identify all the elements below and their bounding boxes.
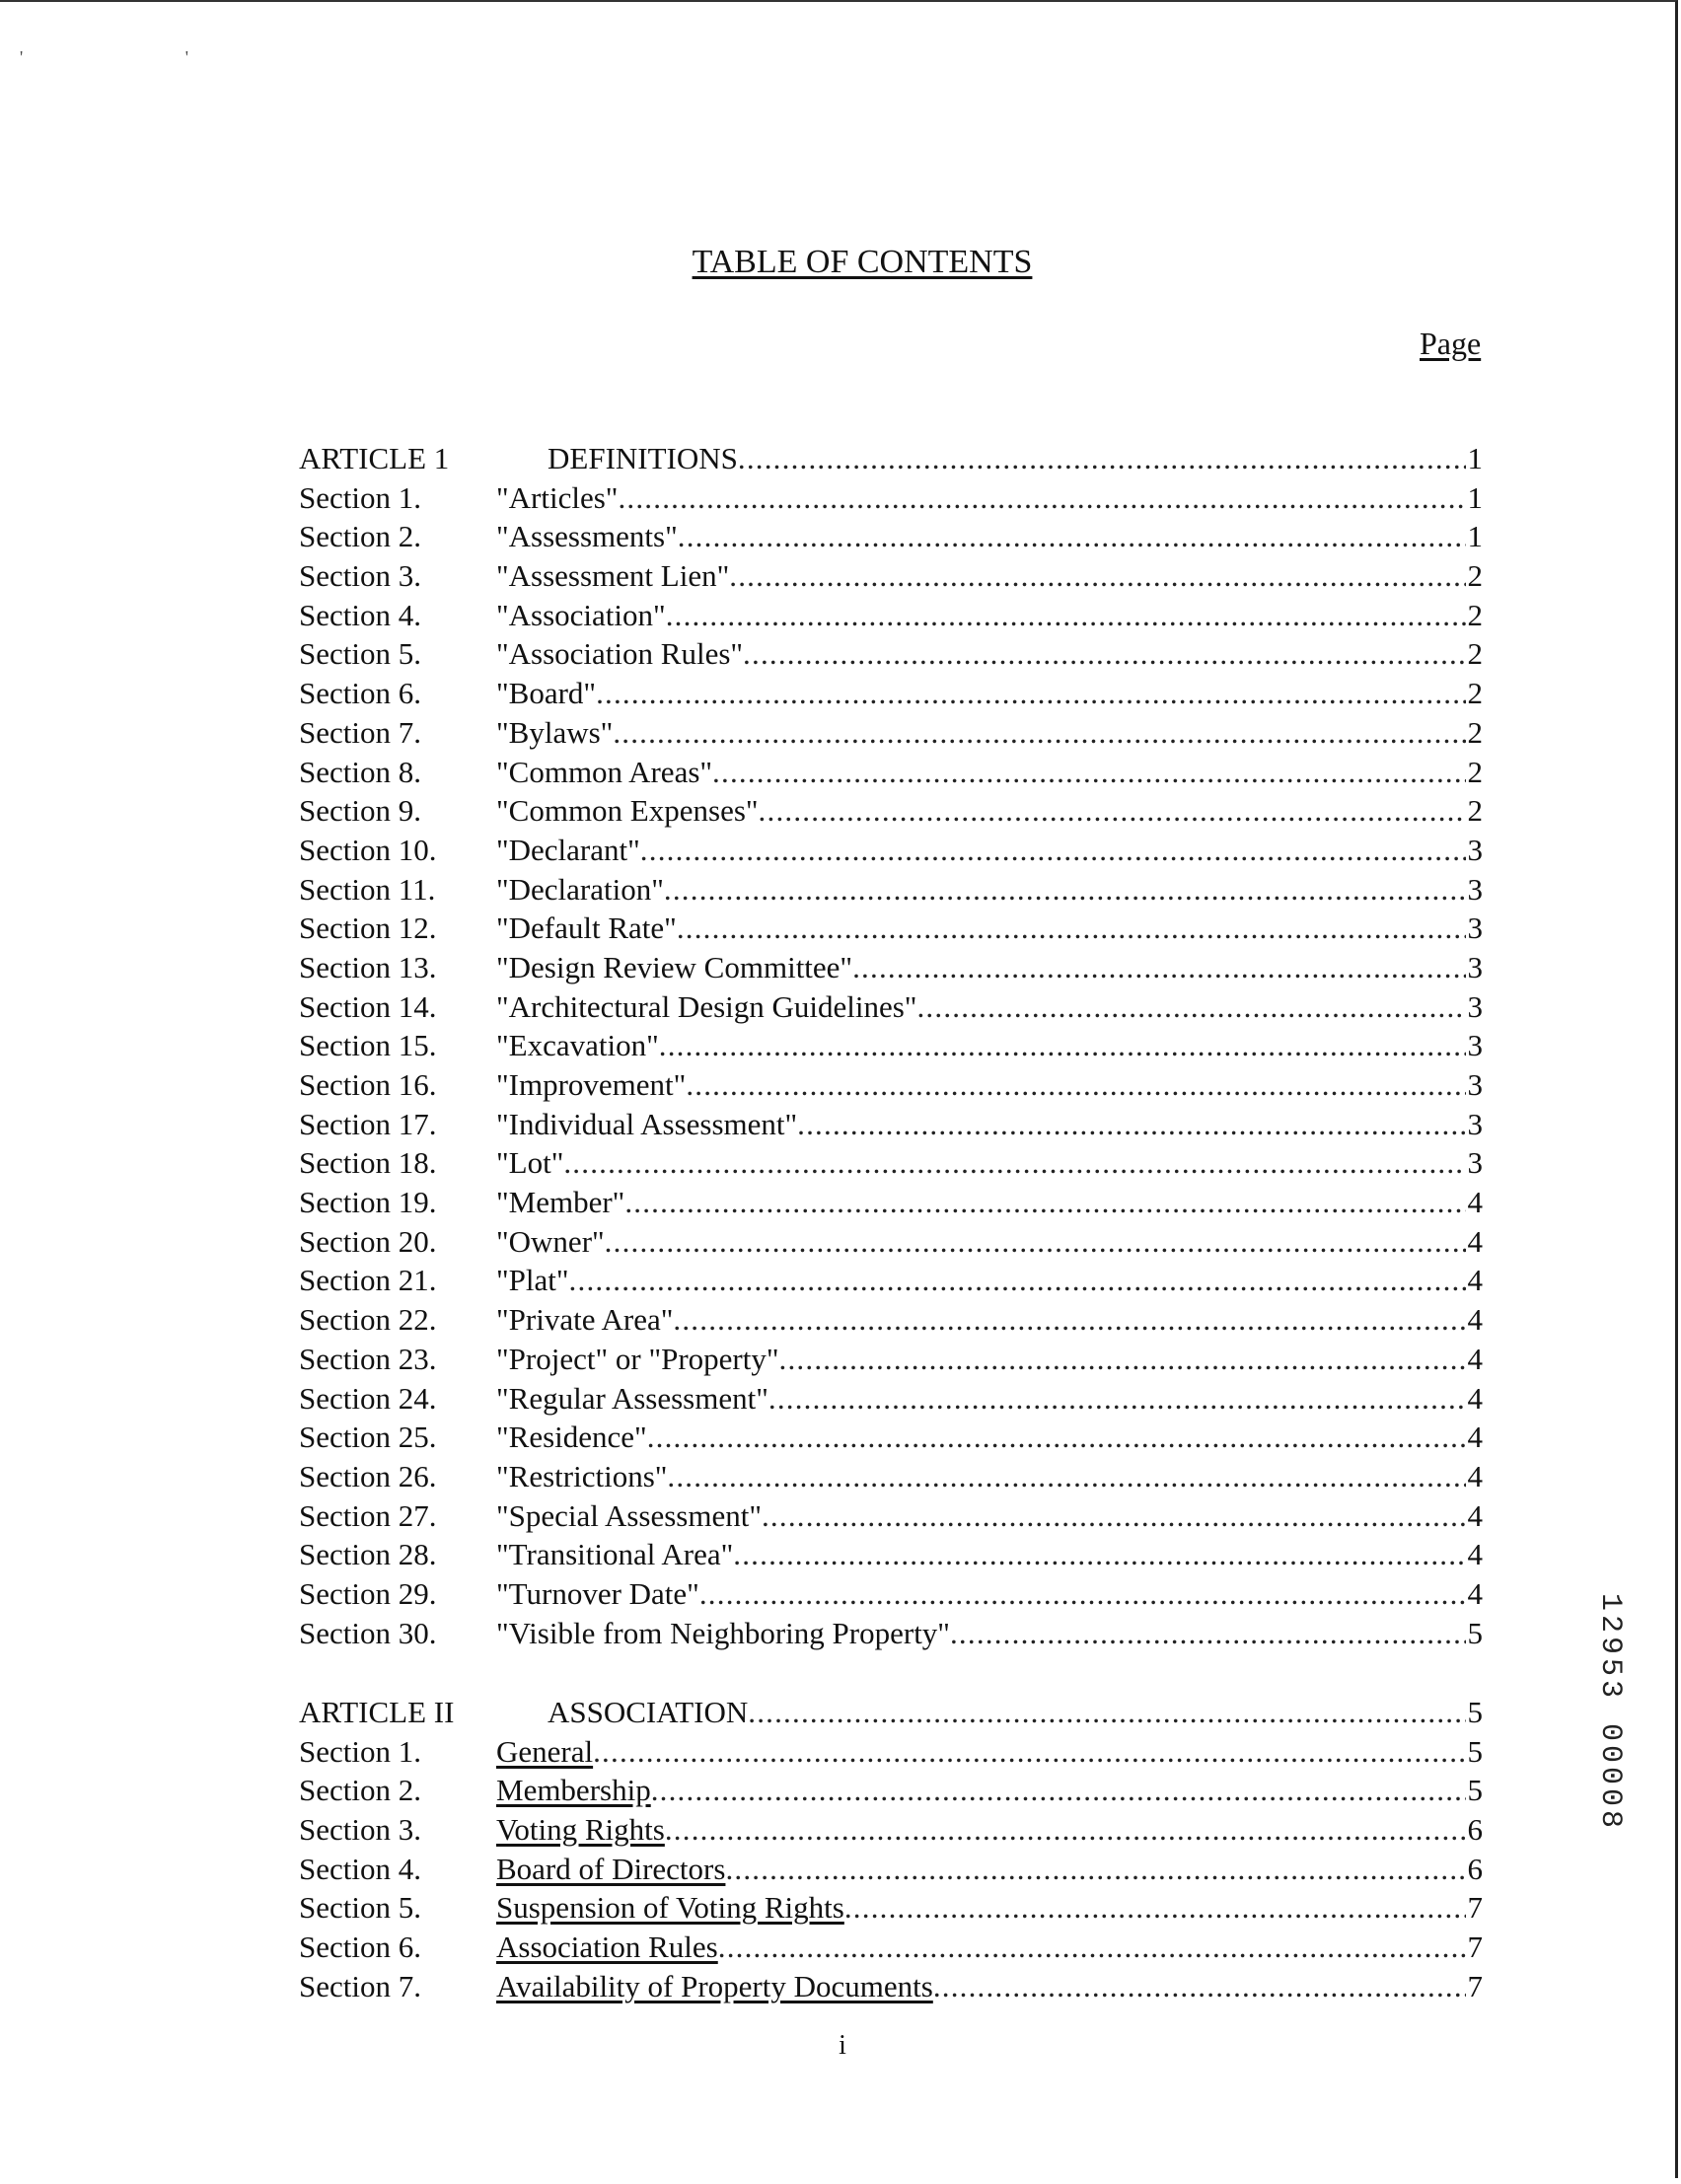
page-number: 1 (1467, 479, 1483, 515)
page-number: 5 (1467, 1733, 1483, 1769)
toc-section-row[interactable] (299, 833, 1483, 872)
section-title: "Project" or "Property" (496, 1341, 779, 1376)
article-label: ARTICLE 1 (299, 441, 450, 475)
section-label: Section 9. (299, 793, 421, 829)
section-label: Section 1. (299, 1733, 421, 1769)
section-label: Section 11. (299, 871, 436, 907)
section-label: Section 25. (299, 1420, 437, 1455)
page-number: 3 (1467, 871, 1483, 907)
page-number: 4 (1467, 1380, 1483, 1416)
toc-section-row[interactable] (299, 598, 1483, 637)
section-label: Section 5. (299, 1890, 421, 1926)
section-label: Section 24. (299, 1380, 437, 1416)
section-title: "Assessment Lien" (496, 558, 730, 594)
page-number: 4 (1467, 1341, 1483, 1376)
section-title: "Special Assessment" (496, 1497, 762, 1533)
section-label: Section 14. (299, 988, 437, 1024)
section-label: Section 29. (299, 1575, 437, 1611)
dot-leader (640, 833, 1466, 868)
dot-leader (596, 676, 1465, 711)
page-number: 7 (1467, 1929, 1483, 1965)
dot-leader (768, 1381, 1466, 1417)
section-title: Association Rules (496, 1929, 718, 1965)
section-label: Section 12. (299, 910, 437, 946)
section-title: "Owner" (496, 1223, 605, 1259)
section-label: Section 7. (299, 714, 421, 750)
toc-section-row[interactable] (299, 793, 1483, 833)
dot-leader (618, 480, 1465, 516)
article-title: ASSOCIATION (548, 1695, 749, 1729)
dot-leader (950, 1616, 1466, 1651)
page-number: 4 (1467, 1458, 1483, 1493)
dot-leader (659, 1028, 1466, 1063)
page-number: 7 (1467, 1968, 1483, 2003)
dot-leader (725, 1852, 1465, 1887)
toc-article-row[interactable] (299, 1695, 1483, 1734)
toc-section-row[interactable] (299, 519, 1483, 558)
section-title: "Individual Assessment" (496, 1106, 798, 1141)
toc-section-row[interactable] (299, 1028, 1483, 1067)
section-title: "Default Rate" (496, 910, 677, 946)
section-label: Section 2. (299, 519, 421, 554)
dot-leader (844, 1890, 1466, 1926)
section-title: "Common Areas" (496, 754, 713, 789)
dot-leader (779, 1342, 1466, 1377)
page-number: 4 (1467, 1420, 1483, 1455)
page-number: 2 (1467, 793, 1483, 829)
page-number: 3 (1467, 1106, 1483, 1141)
section-title: Suspension of Voting Rights (496, 1890, 844, 1926)
bates-number: 12953 00008 (1593, 1593, 1627, 1833)
toc-section-row[interactable] (299, 1067, 1483, 1107)
section-title: "Plat" (496, 1263, 569, 1298)
dot-leader (852, 950, 1465, 985)
page-number: 5 (1467, 1615, 1483, 1650)
section-label: Section 26. (299, 1458, 437, 1493)
toc-section-row[interactable] (299, 1302, 1483, 1342)
dot-leader (664, 872, 1466, 908)
section-title: "Private Area" (496, 1302, 674, 1338)
section-title: "Excavation" (496, 1028, 659, 1063)
article-label: ARTICLE II (299, 1695, 455, 1729)
section-title: "Transitional Area" (496, 1537, 734, 1572)
dot-leader (605, 1224, 1466, 1260)
section-title: Membership (496, 1773, 651, 1808)
section-title: "Regular Assessment" (496, 1380, 768, 1416)
dot-leader (759, 793, 1466, 829)
toc-section-row[interactable] (299, 1812, 1483, 1852)
page-number: 3 (1467, 988, 1483, 1024)
page-number: 2 (1467, 636, 1483, 672)
page-number: 1 (1467, 441, 1483, 475)
dot-leader (673, 1302, 1465, 1338)
dot-leader (699, 1576, 1466, 1612)
section-title: General (496, 1733, 594, 1769)
section-title: "Board" (496, 676, 597, 711)
section-label: Section 15. (299, 1028, 437, 1063)
section-title: "Residence" (496, 1420, 647, 1455)
dot-leader (797, 1107, 1465, 1142)
section-title: "Bylaws" (496, 714, 614, 750)
section-label: Section 16. (299, 1067, 437, 1102)
page-column-label: Page (1420, 326, 1482, 361)
toc-section-row[interactable] (299, 1498, 1483, 1538)
dot-leader (916, 989, 1465, 1025)
section-title: Availability of Property Documents (496, 1968, 933, 2003)
dot-leader (667, 1459, 1465, 1494)
page-number: 4 (1467, 1575, 1483, 1611)
page-number: 3 (1467, 1145, 1483, 1181)
dot-leader (743, 636, 1465, 672)
toc-section-row[interactable] (299, 872, 1483, 911)
scan-specks: ' ' (20, 47, 267, 67)
dot-leader (647, 1420, 1466, 1455)
page-number: 3 (1467, 910, 1483, 946)
section-label: Section 5. (299, 636, 421, 672)
toc-section-row[interactable] (299, 1263, 1483, 1302)
dot-leader (738, 441, 1466, 476)
dot-leader (678, 519, 1466, 554)
dot-leader (733, 1537, 1465, 1572)
page-number: 3 (1467, 832, 1483, 867)
section-label: Section 21. (299, 1263, 437, 1298)
toc-article-row[interactable] (299, 441, 1483, 480)
dot-leader (593, 1734, 1465, 1770)
article-2-sections (299, 1734, 1483, 2008)
page-number: 7 (1467, 1890, 1483, 1926)
section-label: Section 6. (299, 676, 421, 711)
dot-leader (666, 598, 1466, 633)
section-title: "Assessments" (496, 519, 678, 554)
dot-leader (729, 558, 1465, 594)
dot-leader (712, 755, 1465, 790)
section-title: "Articles" (496, 479, 619, 515)
toc-section-row[interactable] (299, 1342, 1483, 1381)
section-label: Section 4. (299, 597, 421, 632)
section-title: "Lot" (496, 1145, 564, 1181)
section-label: Section 20. (299, 1223, 437, 1259)
section-label: Section 8. (299, 754, 421, 789)
toc-section-row[interactable] (299, 1969, 1483, 2008)
toc-section-row[interactable] (299, 1107, 1483, 1146)
page-number: 4 (1467, 1185, 1483, 1220)
section-label: Section 10. (299, 832, 437, 867)
page-number: 4 (1467, 1263, 1483, 1298)
page-number: 2 (1467, 754, 1483, 789)
section-title: "Declarant" (496, 832, 640, 867)
toc-section-row[interactable] (299, 636, 1483, 676)
toc-section-row[interactable] (299, 715, 1483, 755)
toc-section-row[interactable] (299, 1185, 1483, 1224)
dot-leader (651, 1773, 1466, 1808)
page-number: 4 (1467, 1302, 1483, 1338)
toc-section-row[interactable] (299, 755, 1483, 794)
section-title: "Association Rules" (496, 636, 744, 672)
dot-leader (563, 1145, 1465, 1181)
section-title: "Design Review Committee" (496, 949, 853, 984)
page-folio: i (839, 2030, 846, 2061)
dot-leader (569, 1263, 1466, 1298)
section-title: "Improvement" (496, 1067, 687, 1102)
page-number: 4 (1467, 1497, 1483, 1533)
section-title: "Restrictions" (496, 1458, 668, 1493)
toc-section-row[interactable] (299, 1734, 1483, 1774)
toc-section-row[interactable] (299, 1537, 1483, 1576)
toc-section-row[interactable] (299, 989, 1483, 1029)
toc-section-row[interactable] (299, 1381, 1483, 1420)
page-number: 6 (1467, 1851, 1483, 1886)
section-title: "Common Expenses" (496, 793, 759, 829)
section-label: Section 28. (299, 1537, 437, 1572)
dot-leader (677, 910, 1466, 946)
page-number: 4 (1467, 1223, 1483, 1259)
dot-leader (686, 1067, 1465, 1103)
toc-section-row[interactable] (299, 1224, 1483, 1264)
section-label: Section 30. (299, 1615, 437, 1650)
page-number: 6 (1467, 1812, 1483, 1848)
article-1-sections (299, 480, 1483, 1655)
toc-section-row[interactable] (299, 558, 1483, 598)
section-label: Section 13. (299, 949, 437, 984)
section-label: Section 2. (299, 1773, 421, 1808)
page-number: 1 (1467, 519, 1483, 554)
dot-leader (613, 715, 1465, 751)
toc-section-row[interactable] (299, 480, 1483, 520)
toc-article-1 (299, 441, 1483, 1654)
page-number: 3 (1467, 1067, 1483, 1102)
section-title: Voting Rights (496, 1812, 665, 1848)
page-number: 2 (1467, 558, 1483, 594)
section-label: Section 3. (299, 558, 421, 594)
section-title: Board of Directors (496, 1851, 726, 1886)
section-label: Section 19. (299, 1185, 437, 1220)
section-title: "Visible from Neighboring Property" (496, 1615, 950, 1650)
article-title: DEFINITIONS (548, 441, 738, 475)
section-title: "Declaration" (496, 871, 664, 907)
page-number: 3 (1467, 1028, 1483, 1063)
page-number: 5 (1467, 1695, 1483, 1729)
toc-section-row[interactable] (299, 1616, 1483, 1655)
page-number: 2 (1467, 714, 1483, 750)
section-label: Section 7. (299, 1968, 421, 2003)
toc-section-row[interactable] (299, 1576, 1483, 1616)
section-title: "Association" (496, 597, 666, 632)
page-number: 2 (1467, 676, 1483, 711)
toc-section-row[interactable] (299, 1420, 1483, 1459)
toc-article-2 (299, 1695, 1483, 2008)
toc-section-row[interactable] (299, 910, 1483, 950)
section-label: Section 6. (299, 1929, 421, 1965)
section-label: Section 27. (299, 1497, 437, 1533)
page-number: 5 (1467, 1773, 1483, 1808)
section-title: "Member" (496, 1185, 625, 1220)
toc-section-row[interactable] (299, 676, 1483, 715)
section-label: Section 17. (299, 1106, 437, 1141)
page-number: 4 (1467, 1537, 1483, 1572)
toc-section-row[interactable] (299, 1773, 1483, 1812)
section-title: "Architectural Design Guidelines" (496, 988, 917, 1024)
toc-section-row[interactable] (299, 950, 1483, 989)
section-label: Section 18. (299, 1145, 437, 1181)
dot-leader (665, 1812, 1466, 1848)
section-label: Section 22. (299, 1302, 437, 1338)
toc-section-row[interactable] (299, 1459, 1483, 1498)
page-title: TABLE OF CONTENTS (692, 244, 1033, 280)
toc-section-row[interactable] (299, 1145, 1483, 1185)
section-title: "Turnover Date" (496, 1575, 699, 1611)
dot-leader (762, 1498, 1466, 1534)
dot-leader (624, 1185, 1465, 1220)
page-number: 2 (1467, 597, 1483, 632)
toc-section-row[interactable] (299, 1852, 1483, 1891)
section-label: Section 3. (299, 1812, 421, 1848)
section-label: Section 4. (299, 1851, 421, 1886)
section-label: Section 23. (299, 1341, 437, 1376)
dot-leader (718, 1929, 1466, 1965)
dot-leader (933, 1969, 1466, 2004)
page-number: 3 (1467, 949, 1483, 984)
dot-leader (748, 1695, 1465, 1730)
toc-section-row[interactable] (299, 1929, 1483, 1969)
section-label: Section 1. (299, 479, 421, 515)
toc-section-row[interactable] (299, 1890, 1483, 1929)
